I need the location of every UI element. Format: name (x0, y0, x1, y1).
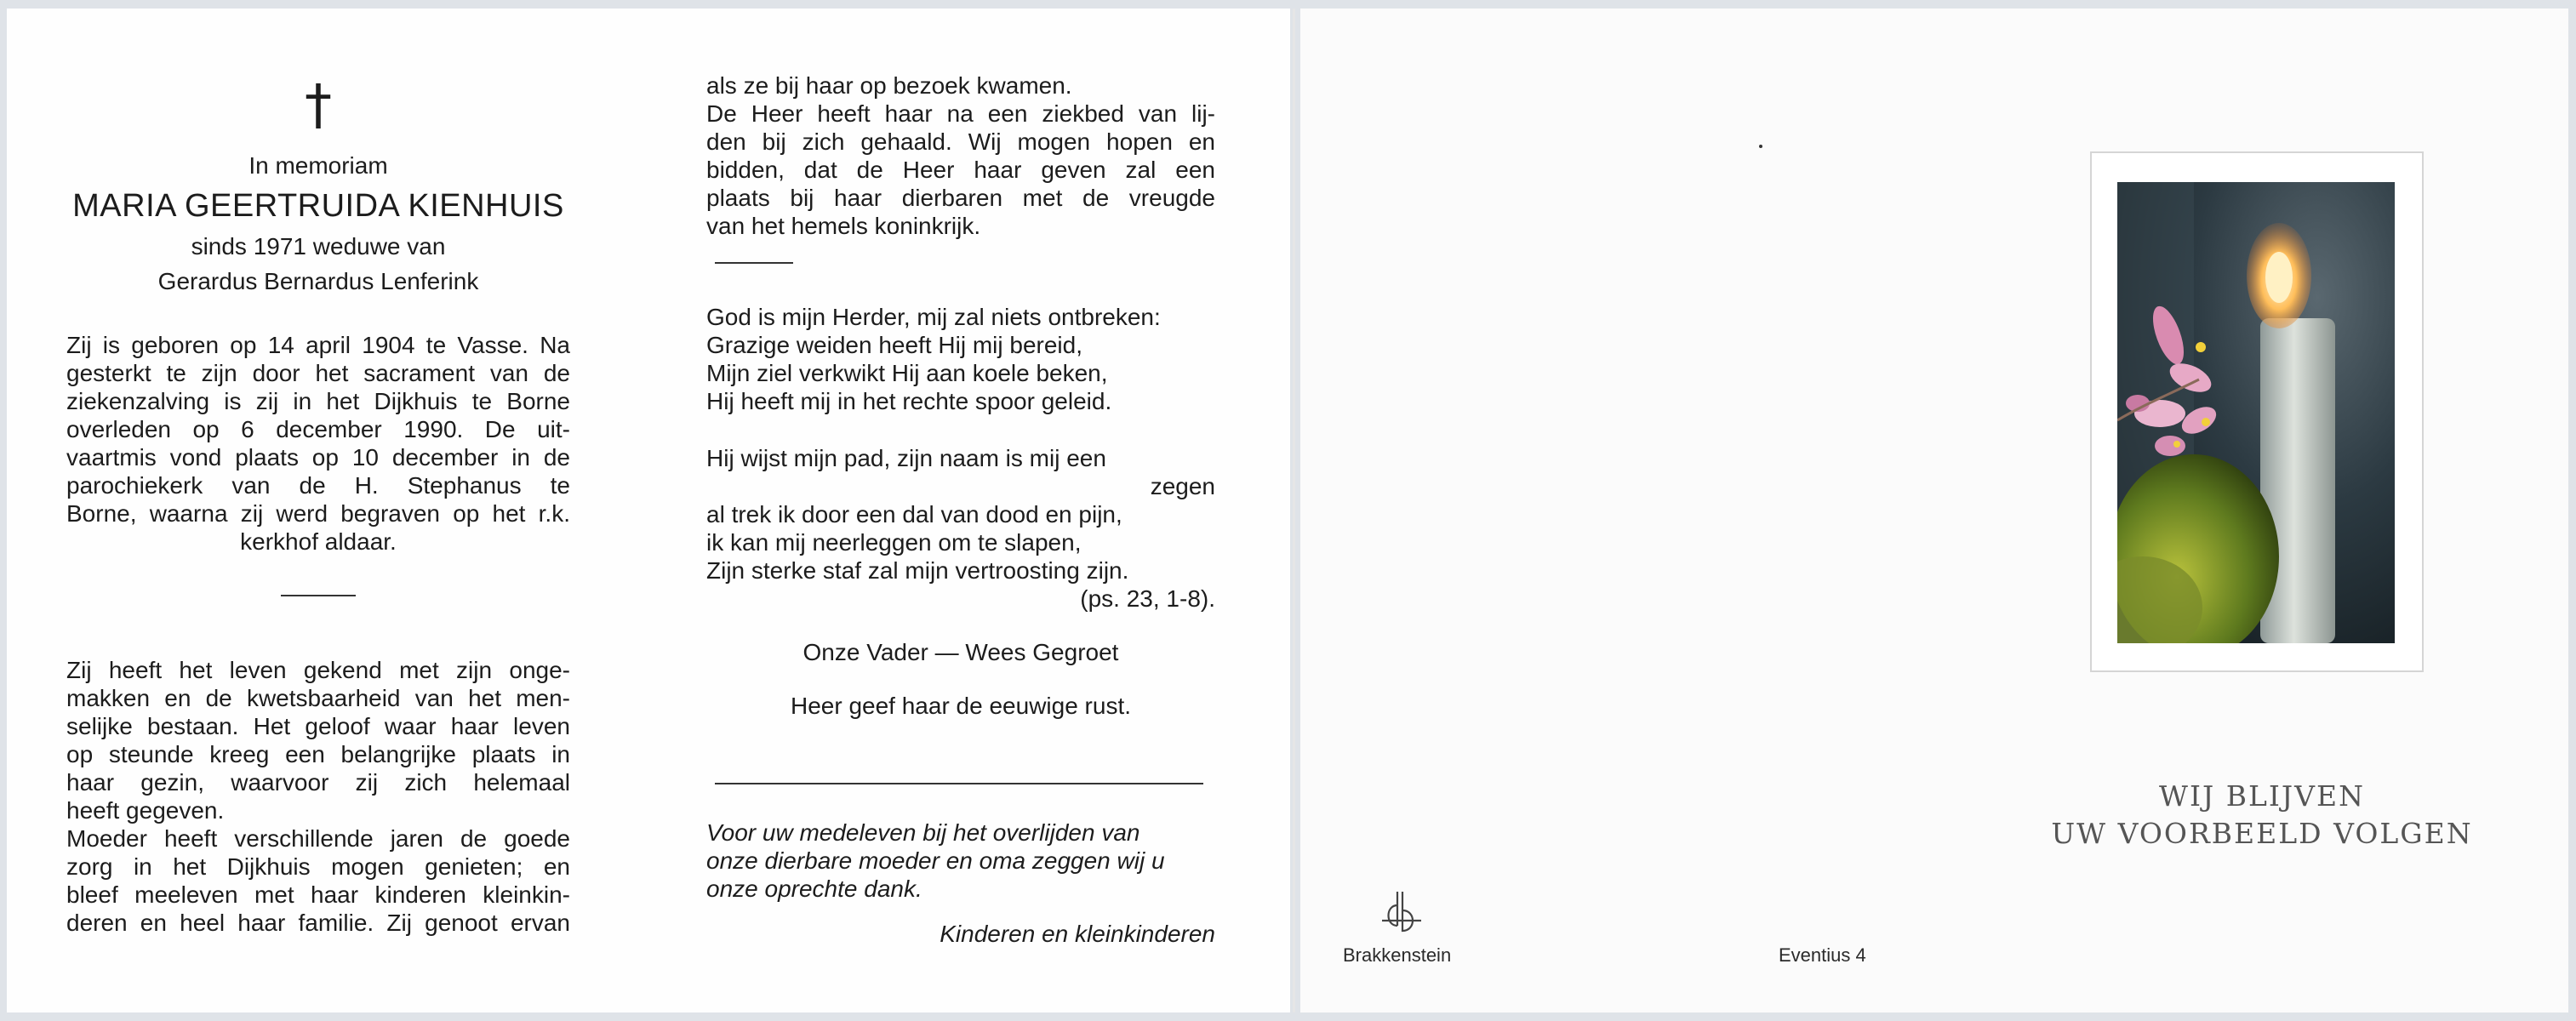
psalm-line: zegen (1150, 473, 1215, 499)
psalm-line: Zijn sterke staf zal mijn vertroosting zijn. (706, 557, 1129, 584)
motto (2024, 778, 2500, 853)
candle-flower-photo (2117, 182, 2395, 643)
signature-rule (715, 783, 1203, 784)
motto-line-2: UW VOORBEELD VOLGEN (2051, 817, 2473, 850)
psalm-line: God is mijn Herder, mij zal niets ontbreken: (706, 304, 1161, 330)
divider (281, 595, 356, 596)
photo-frame (2090, 151, 2424, 672)
left-column (66, 74, 570, 937)
motto-line-1: WIJ BLIJVEN (2159, 779, 2365, 813)
psalm-line: Hij wijst mijn pad, zijn naam is mij een (706, 445, 1106, 471)
thanks-line: onze oprechte dank. (706, 876, 922, 902)
psalm-line: al trek ik door een dal van dood en pijn, (706, 501, 1122, 528)
publisher-label: Brakkenstein (1343, 944, 1452, 966)
life-line: heeft gegeven. (66, 797, 225, 824)
continuation-paragraph (706, 71, 1215, 240)
mother-line: bleef meeleven met haar kinderen kleinkin- (66, 881, 570, 908)
psalm-line: Mijn ziel verkwikt Hij aan koele beken, (706, 360, 1108, 386)
speck (1759, 145, 1762, 148)
in-memoriam-label: In memoriam (248, 152, 388, 179)
mother-line: Moeder heeft verschillende jaren de goede (66, 825, 570, 852)
life-line: selijke bestaan. Het geloof waar haar leven (66, 713, 570, 739)
psalm-line: Hij heeft mij in het rechte spoor geleid. (706, 388, 1112, 414)
signature: Kinderen en kleinkinderen (940, 921, 1215, 947)
widow-line-2: Gerardus Bernardus Lenferink (157, 268, 479, 294)
middle-column (706, 71, 1215, 948)
thanks-line: Voor uw medeleven bij het overlijden van (706, 819, 1140, 846)
biography-paragraph (66, 331, 570, 556)
life-line: op steunde kreeg een belangrijke plaats in (66, 741, 570, 767)
bio-line: ziekenzalving is zij in het Dijkhuis te Borne (66, 388, 570, 414)
bio-line: parochiekerk van de H. Stephanus te (66, 472, 570, 499)
psalm-stanza-2 (706, 444, 1215, 613)
life-line: Zij heeft het leven gekend met zijn onge- (66, 657, 570, 683)
cont-line: bidden, dat de Heer haar geven zal een (706, 157, 1215, 183)
psalm-line: Grazige weiden heeft Hij mij bereid, (706, 332, 1082, 358)
bio-line: vaartmis vond plaats op 10 december in de (66, 444, 570, 471)
life-line: makken en de kwetsbaarheid van het men- (66, 685, 570, 711)
psalm-reference: (ps. 23, 1-8). (1080, 585, 1215, 612)
rest-wish-line: Heer geef haar de eeuwige rust. (790, 693, 1132, 719)
mother-line: zorg in het Dijkhuis mogen genieten; en (66, 853, 570, 880)
mother-paragraph (66, 824, 570, 937)
bio-line: gesterkt te zijn door het sacrament van de (66, 360, 570, 386)
cont-line: van het hemels koninkrijk. (706, 213, 981, 239)
life-line: haar gezin, waarvoor zij zich helemaal (66, 769, 570, 796)
cont-line: De Heer heeft haar na een ziekbed van lij- (706, 100, 1215, 127)
cont-line: plaats bij haar dierbaren met de vreugde (706, 185, 1215, 211)
thanks-line: onze dierbare moeder en oma zeggen wij u (706, 847, 1165, 874)
brakkenstein-logo-icon (1377, 888, 1428, 939)
deceased-name: MARIA GEERTRUIDA KIENHUIS (72, 188, 564, 224)
edition-label: Eventius 4 (1779, 944, 1866, 966)
life-paragraph (66, 656, 570, 824)
bio-line: Borne, waarna zij werd begraven op het r.k. (66, 500, 570, 527)
mother-line: deren en heel haar familie. Zij genoot ervan (66, 910, 570, 936)
cont-line: als ze bij haar op bezoek kwamen. (706, 72, 1072, 99)
cross-icon: † (305, 74, 332, 137)
bio-line: kerkhof aldaar. (240, 528, 397, 555)
psalm-stanza-1 (706, 303, 1215, 415)
prayers-line: Onze Vader — Wees Gegroet (803, 639, 1119, 665)
bio-line: overleden op 6 december 1990. De uit- (66, 416, 570, 442)
divider (715, 262, 793, 264)
cont-line: den bij zich gehaald. Wij mogen hopen en (706, 128, 1215, 155)
fold-line (1293, 9, 1295, 1012)
thanks-paragraph (706, 819, 1215, 903)
bio-line: Zij is geboren op 14 april 1904 te Vasse. Na (66, 332, 570, 358)
widow-line-1: sinds 1971 weduwe van (191, 233, 446, 260)
psalm-line: ik kan mij neerleggen om te slapen, (706, 529, 1082, 556)
